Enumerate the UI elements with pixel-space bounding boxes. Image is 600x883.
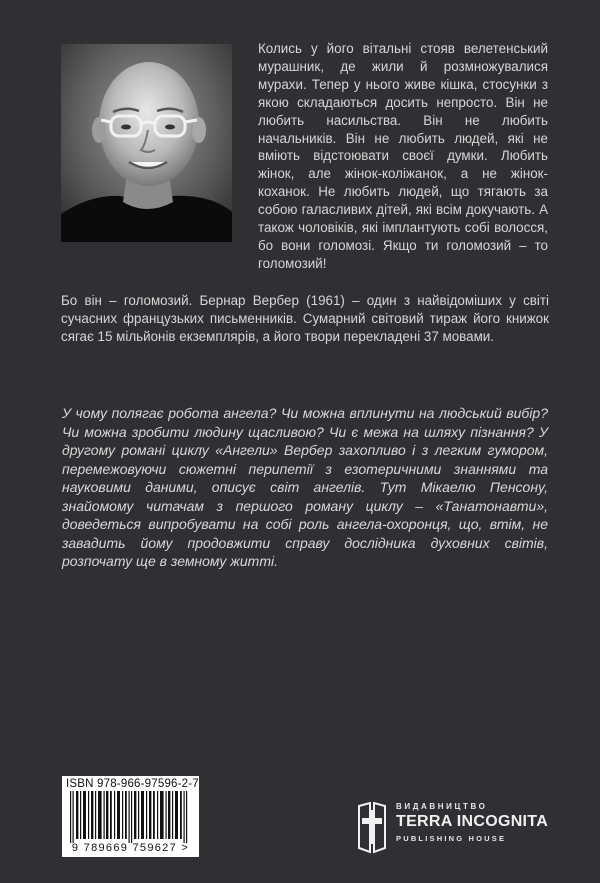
author-bio-continuation: Бо він – голомозий. Бернар Вербер (1961) – один з найвідоміших у світі сучасних французьких письменників. Сумарний світовий тираж його книжок сягає 15 мільйонів екземплярів, а його твори перекладені 37 мовами. — [61, 293, 549, 344]
author-bio: Колись у його вітальні стояв велетенський мурашник, де жили й розмножувалися мурахи. Тепер у нього живе кішка, стосунки з якою складаються досить непросто. Він не любить насильства. Він не любить начальників. Він не любить людей, які не вміють відстоювати своєї думки. Любить жінок, але жінок-коліжанок, а не жінок-коханок. Не любить людей, що тягають за собою галасливих дітей, які всім докучають. А також чоловіків, які імплантують собі волосся, бо вони голомозі. Якщо ти голомозий – то голомозий! — [258, 41, 548, 271]
cross-book-icon — [356, 802, 388, 854]
publisher-subtitle: PUBLISHING HOUSE — [396, 834, 507, 843]
author-photo — [61, 44, 232, 242]
author-portrait-image — [61, 44, 232, 242]
publisher-top-label: ВИДАВНИЦТВО — [396, 802, 488, 811]
publisher-name: TERRA INCOGNITA — [396, 813, 549, 830]
barcode — [62, 776, 199, 857]
barcode-digits: 9 789669 759627 > — [71, 842, 190, 854]
publisher-logo — [356, 802, 549, 862]
book-blurb: У чому полягає робота ангела? Чи можна вплинути на людський вибір? Чи можна зробити людину щасливою? Чи є межа на шляху пізнання? У другому романі циклу «Ангели» Вербер захопливо і з легким гумором, перемежовуючи сюжетні перипетії з езотеричними знаннями та науковими даними, описує світ ангелів. Тут Мікаелю Пенсону, знайомому читачам з першого роману циклу – «Танатонавти», доведеться випробувати на собі роль ангела-охоронця, що, втім, не завадить йому продовжити справу дослідника духовних світів, розпочату ще в земному житті. — [62, 405, 548, 569]
barcode-bars — [68, 791, 193, 843]
isbn-label: ISBN 978-966-97596-2-7 — [66, 778, 199, 790]
